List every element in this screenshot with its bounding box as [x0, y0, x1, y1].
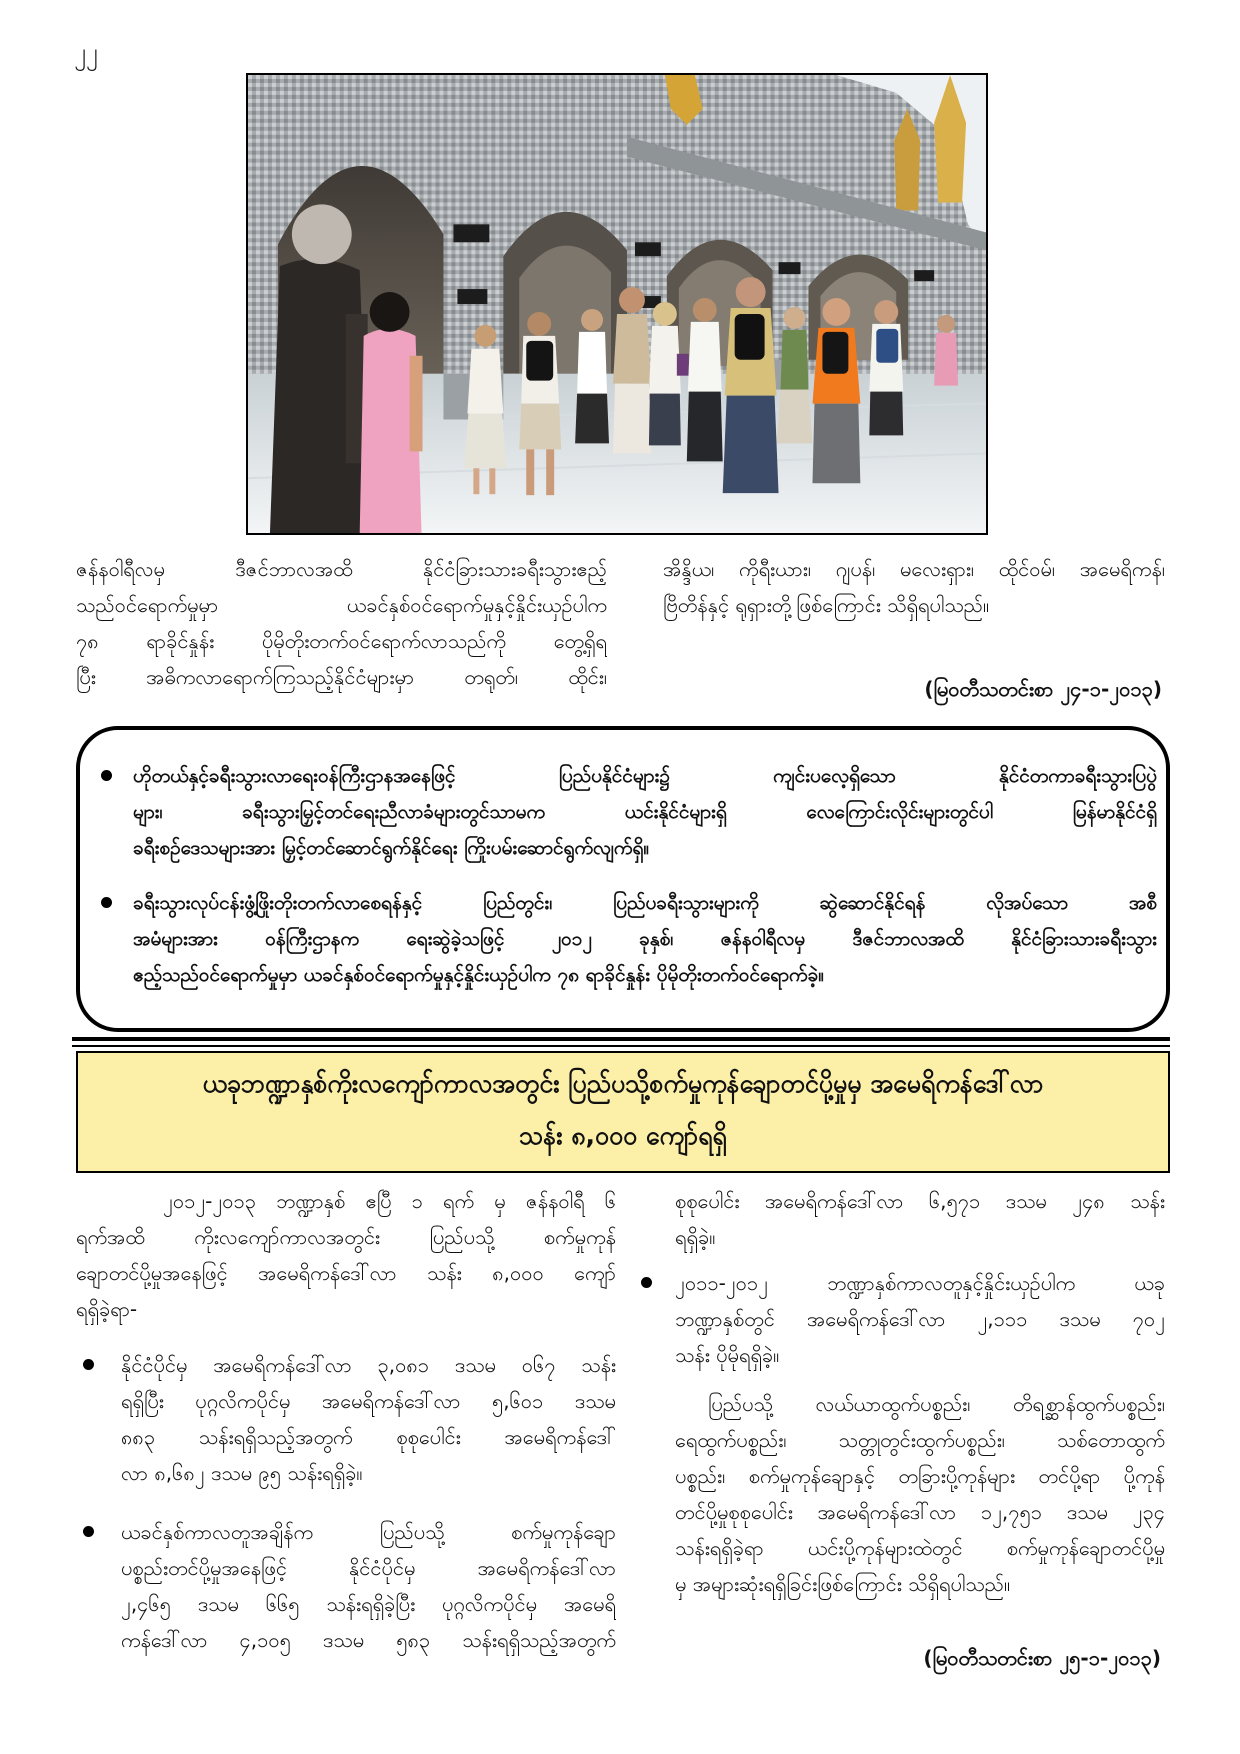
bullet-text-line: နိုင်ငံပိုင်မှ အမေရိကန်ဒေါ်လာ ၃,၀၈၁ ဒသမ ၀၆၇ သန်း: [121, 1353, 616, 1377]
bullet-icon: [83, 1526, 94, 1537]
plaque: [457, 289, 487, 304]
plaque: [914, 270, 934, 281]
body-text-line: မှ အများဆုံးရရှိခြင်းဖြစ်ကြောင်း သိရှိရပါသည်။: [675, 1572, 1011, 1596]
body-text-line: ချောတင်ပို့မှုအနေဖြင့် အမေရိကန်ဒေါ်လာ သန်း ၈,၀၀၀ ကျော်: [76, 1261, 616, 1285]
body-text-line: ရက်အထိ ကိုးလကျော်ကာလအတွင်း ပြည်ပသို့ စက်မှုကုန်: [76, 1225, 616, 1249]
article1-right-column: [663, 551, 1165, 623]
highlight-bullet: [133, 885, 1157, 993]
backpack: [876, 329, 898, 363]
article1-left-column: [76, 551, 607, 695]
bullet-text-line: လာ ၈,၆၈၂ ဒသမ ၉၅ သန်းရရှိခဲ့။: [121, 1461, 363, 1485]
article2-headline: [76, 1051, 1170, 1173]
body-text-line: စုစုပေါင်း အမေရိကန်ဒေါ်လာ ၆,၅၇၁ ဒသမ ၂၄၈ သန်း: [675, 1189, 1165, 1213]
temple-arcade-photo: [246, 73, 988, 535]
body-text-line: ဇန်နဝါရီလမှ ဒီဇင်ဘာလအထိ နိုင်ငံခြားသားခရီးသွားဧည့်: [76, 557, 607, 581]
bullet-text-line: ဘဏ္ဍာနှစ်တွင် အမေရိကန်ဒေါ်လာ ၂,၁၁၁ ဒသမ ၇၀၂: [675, 1307, 1165, 1331]
section-divider: [72, 1037, 1170, 1041]
bullet-icon: [101, 897, 112, 908]
bullet-icon: [101, 770, 112, 781]
body-text-line: ပြည်ပသို့ လယ်ယာထွက်ပစ္စည်း၊ တိရစ္ဆာန်ထွက်ပစ္စည်း၊: [708, 1392, 1165, 1416]
body-text-line: သန်းရရှိခဲ့ရာ ယင်းပို့ကုန်များထဲတွင် စက်မှုကုန်ချောတင်ပို့မှု: [675, 1536, 1165, 1560]
bullet-text-line: အမံများအား ဝန်ကြီးဌာနက ရေးဆွဲခဲ့သဖြင့် ၂၀၁၂ ခုနှစ်၊ ဇန်နဝါရီလမှ ဒီဇင်ဘာလအထိ နိုင်ငံခြားသားခရီးသွား: [133, 928, 1157, 950]
bullet-text-line: ဟိုတယ်နှင့်ခရီးသွားလာရေးဝန်ကြီးဌာနအနေဖြင့် ပြည်ပနိုင်ငံများ၌ ကျင်းပလေ့ရှိသော နိုင်ငံတကာခရီးသွားပြပွဲ: [133, 765, 1157, 787]
visitor-figure: [934, 315, 958, 386]
bullet-text-line: ၂၀၁၁-၂၀၁၂ ဘဏ္ဍာနှစ်ကာလတူနှင့်နှိုင်းယှဉ်ပါက ယခု: [675, 1271, 1165, 1295]
bullet-text-line: ယခင်နှစ်ကာလတူအချိန်က ပြည်ပသို့ စက်မှုကုန်ချော: [121, 1520, 616, 1544]
bullet-text-line: ၂,၄၆၅ ဒသမ ၆၆၅ သန်းရရှိခဲ့ပြီး ပုဂ္ဂလိကပိုင်မှ အမေရိ: [121, 1592, 616, 1616]
handbag: [677, 354, 689, 376]
photo-illustration: [248, 75, 986, 533]
bullet-text-line: ဧည့်သည်ဝင်ရောက်မှုမှာ ယခင်နှစ်ဝင်ရောက်မှုနှင့်နှိုင်းယှဉ်ပါက ၇၈ ရာခိုင်နှုန်း ပိုမိုတိုးတက်ဝင်ရောက်ခဲ့။: [133, 964, 825, 986]
plaque: [453, 224, 489, 242]
bullet-icon: [641, 1277, 652, 1288]
plaque: [779, 262, 801, 274]
bullet-icon: [83, 1359, 94, 1370]
bullet-text-line: သန်း ပိုမိုရရှိခဲ့။: [675, 1343, 780, 1367]
article1-source: (မြဝတီသတင်းစာ ၂၄-၁-၂၀၁၃): [924, 677, 1162, 701]
headline-line: သန်း ၈,၀၀၀ ကျော်ရရှိ: [519, 1121, 727, 1150]
article2-source: (မြဝတီသတင်းစာ ၂၅-၁-၂၀၁၃): [923, 1646, 1161, 1670]
plaque: [635, 242, 661, 256]
list-item: [121, 1514, 616, 1658]
section-divider: [72, 1045, 1170, 1047]
article2-closing-paragraph: [675, 1386, 1165, 1602]
highlight-bullet: [133, 758, 1157, 866]
page-number: ၂၂: [74, 38, 98, 66]
article2-right-column: [675, 1183, 1165, 1683]
body-text-line: ဗြိတိန်နှင့် ရုရှားတို့ဖြစ်ကြောင်း သိရှိရပါသည်။: [663, 593, 990, 617]
body-text-line: ၂၀၁၂-၂၀၁၃ ဘဏ္ဍာနှစ် ဧပြီ ၁ ရက် မှ ဇန်နဝါရီ ၆: [163, 1189, 616, 1213]
list-item: [121, 1347, 616, 1491]
backpack: [526, 341, 553, 381]
bullet-text-line: ၈၈၃ သန်းရရှိသည့်အတွက် စုစုပေါင်း အမေရိကန်ဒေါ်: [121, 1425, 616, 1449]
body-text-line: ရရှိခဲ့။: [675, 1225, 716, 1249]
bullet-text-line: ခရီးသွားလုပ်ငန်းဖွံ့ဖြိုးတိုးတက်လာစေရန်နှင့် ပြည်တွင်း၊ ပြည်ပခရီးသွားများကို ဆွဲဆောင်နိုင်ရန် လိုအပ်သော အစီ: [133, 892, 1157, 914]
body-text-line: ရေထွက်ပစ္စည်း၊ သတ္တုတွင်းထွက်ပစ္စည်း၊ သစ်တောထွက်: [675, 1428, 1165, 1452]
bullet-text-line: ခရီးစဉ်ဒေသများအား မြှင့်တင်ဆောင်ရွက်နိုင်ရေး ကြိုးပမ်းဆောင်ရွက်လျက်ရှိ။: [133, 837, 650, 859]
bullet-text-line: များ၊ ခရီးသွားမြှင့်တင်ရေးညီလာခံများတွင်သာမက ယင်းနိုင်ငံများရှိ လေကြောင်းလိုင်းများတွင်ပါ မြန်မာနိုင်ငံရှိ: [133, 801, 1157, 823]
body-text-line: ပြီး အဓိကလာရောက်ကြသည့်နိုင်ငံများမှာ တရုတ်၊ ထိုင်း၊: [76, 665, 607, 689]
headline-line: ယခုဘဏ္ဍာနှစ်ကိုးလကျော်ကာလအတွင်း ပြည်ပသို့စက်မှုကုန်ချောတင်ပို့မှုမှ အမေရိကန်ဒေါ်လာ: [202, 1069, 1044, 1098]
bullet-text-line: ရရှိပြီး ပုဂ္ဂလိကပိုင်မှ အမေရိကန်ဒေါ်လာ ၅,၆၀၁ ဒသမ: [121, 1389, 616, 1413]
body-text-line: သည်ဝင်ရောက်မှုမှာ ယခင်နှစ်ဝင်ရောက်မှုနှင့်နှိုင်းယှဉ်ပါက: [76, 593, 607, 617]
visitor-figure: [687, 298, 723, 461]
body-text-line: တင်ပို့မှုစုစုပေါင်း အမေရိကန်ဒေါ်လာ ၁၂,၇၅၁ ဒသမ ၂၃၄: [675, 1500, 1165, 1524]
backpack: [735, 314, 765, 360]
highlight-box: [76, 726, 1170, 1032]
body-text-line: ပစ္စည်း၊ စက်မှုကုန်ချောနှင့် တခြားပို့ကုန်များ တင်ပို့ရာ ပို့ကုန်: [675, 1464, 1165, 1488]
visitor-figure: [723, 277, 779, 493]
body-text-line: အိန္ဒိယ၊ ကိုရီးယား၊ ဂျပန်၊ မလေးရှား၊ ထိုင်ဝမ်၊ အမေရိကန်၊: [663, 557, 1165, 581]
list-item: [675, 1265, 1165, 1373]
body-text-line: ၇၈ ရာခိုင်နှုန်း ပိုမိုတိုးတက်ဝင်ရောက်လာသည်ကို တွေ့ရှိရ: [76, 629, 607, 653]
bullet-text-line: ပစ္စည်းတင်ပို့မှုအနေဖြင့် နိုင်ငံပိုင်မှ အမေရိကန်ဒေါ်လာ: [121, 1556, 616, 1580]
article2-left-column: [76, 1183, 616, 1663]
bullet-text-line: ကန်ဒေါ်လာ ၄,၁၀၅ ဒသမ ၅၈၃ သန်းရရှိသည့်အတွက်: [121, 1628, 616, 1652]
backpack: [822, 332, 848, 374]
body-text-line: ရရှိခဲ့ရာ-: [76, 1297, 138, 1321]
